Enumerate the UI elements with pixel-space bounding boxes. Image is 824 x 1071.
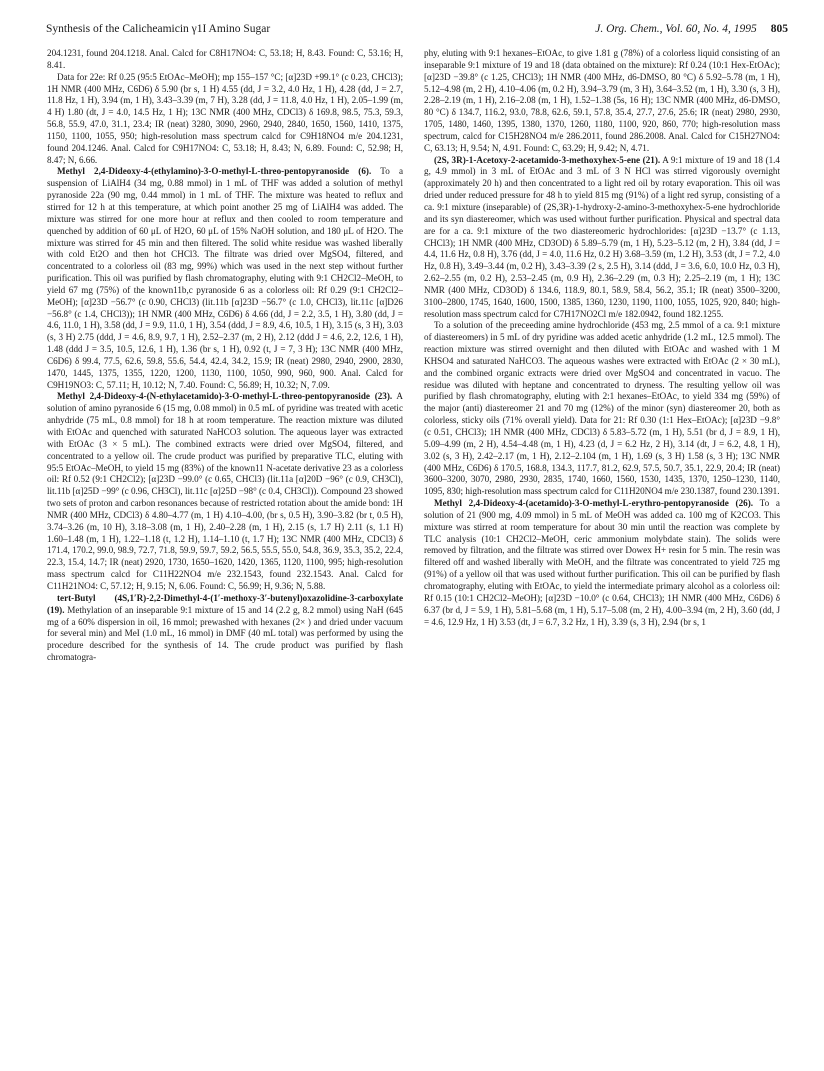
compound-heading: tert-Butyl (4S,1′R)-2,2-Dimethyl-4-(1′-methoxy-3′-butenyl)oxazolidine-3-carboxylate (19). bbox=[47, 592, 403, 615]
paragraph bbox=[47, 593, 403, 664]
page-number: 805 bbox=[770, 23, 788, 35]
journal-citation bbox=[595, 20, 788, 38]
compound-heading: (2S, 3R)-1-Acetoxy-2-acetamido-3-methoxyhex-5-ene (21). bbox=[434, 154, 661, 165]
paragraph bbox=[424, 320, 780, 498]
paragraph bbox=[47, 48, 403, 72]
left-column bbox=[47, 48, 403, 664]
paragraph-text: To a solution of 21 (900 mg, 4.09 mmol) in 5 mL of MeOH was added ca. 100 mg of K2CO3. This mixture was stirred at room temperature for about 30 min until the reaction was complete by TLC analysis (10:1 CH2Cl2–MeOH, ceric ammonium molybdate stain). The solids were removed by filtration, and the filtrate was stirred over Dowex H+ resin for 5 min. The resin was filtered off and washed liberally with MeOH, and the filtrate was concentrated to yield 725 mg (91%) of a yellow oil that was used without further purification. This oil can be purified by flash chromatography, eluting with EtOAc, to yield the intermediate primary alcohol as a colorless oil: Rf 0.15 (10:1 CH2Cl2–MeOH); [α]23D −10.0° (c 0.64, CHCl3); 1H NMR (400 MHz, C6D6) δ 6.37 (br d, J = 5.9, 1 H), 5.81–5.68 (m, 1 H), 5.17–5.08 (m, 2 H), 4.00–3.94 (m, 2 H), 3.60 (dd, J = 4.6, 12.9 Hz, 1 H) 3.53 (dt, J = 6.7, 3.2 Hz, 1 H), 3.39 (s, 3 H), 2.94 (br s, 1 bbox=[424, 498, 780, 627]
paragraph-text: phy, eluting with 9:1 hexanes–EtOAc, to give 1.81 g (78%) of a colorless liquid consisting of an inseparable 9:1 mixture of 19 and 18 (data obtained on the mixture): Rf 0.24 (10:1 Hex-EtOAc); [α]23D −39.8° (c 1.25, CHCl3); 1H NMR (400 MHz, d6-DMSO, 80 °C) δ 5.92–5.78 (m, 1 H), 5.12–4.98 (m, 2 H), 4.10–4.06 (m, 0.2 H), 3.94–3.79 (m, 3 H), 3.64–3.52 (m, 1 H), 3.30 (s, 3 H), 2.28–2.19 (m, 1 H), 2.16–2.08 (m, 1 H), 1.52–1.38 (5s, 16 H); 13C NMR (400 MHz, d6-DMSO, 80 °C) δ 134.7, 116.2, 93.0, 78.8, 62.6, 59.1, 57.8, 35.4, 27.7, 27.6, 25.6; IR (neat) 2980, 2930, 1705, 1480, 1460, 1395, 1380, 1370, 1260, 1180, 1100, 920, 860, 770; high-resolution mass spectrum, calcd for C15H28NO4 m/e 286.2011, found 286.2008. Anal. Calcd for C15H27NO4: C, 63.13; H, 9.54; N, 4.91. Found: C, 63.29; H, 9.42; N, 4.71. bbox=[424, 48, 780, 153]
paragraph-text: A solution of amino pyranoside 6 (15 mg, 0.08 mmol) in 0.5 mL of pyridine was treated with acetic anhydride (75 mL, 0.8 mmol) for 18 h at room temperature. The reaction mixture was diluted with EtOAc and quenched with saturated NaHCO3 solution. The aqueous layer was extracted with EtOAc (3 × 5 mL). The combined extracts were dried over MgSO4, filtered, and concentrated to a yellow oil. The crude product was purified by preparative TLC, eluting with 95:5 EtOAc–MeOH, to yield 15 mg (83%) of the known11 N-acetate derivative 23 as a colorless oil: Rf 0.52 (9:1 CH2Cl2); [α]23D −99.0° (c 0.65, CHCl3) (lit.11a [α]20D −96° (c 0.9, CH3Cl), lit.11b [α]25D −99° (c 0.96, CH3Cl), lit.11c [α]25D −98° (c 0.4, CH3Cl)). Compound 23 showed two sets of proton and carbon resonances because of restricted rotation about the amide bond: 1H NMR (400 MHz, CDCl3) δ 4.80–4.77 (m, 1 H) 4.10–4.00, (br s, 0.5 H), 3.90–3.82 (br t, 0.5 H), 3.74–3.26 (m, 10 H), 3.18–3.08 (m, 1 H), 2.40–2.28 (m, 1 H), 2.15 (s, 1.7 H) 2.11 (s, 1.1 H) 1.60–1.48 (m, 1 H), 1.22–1.18 (t, 1.2 H), 1.14–1.10 (t, 1.7 H); 13C NMR (400 MHz, CDCl3) δ 171.4, 170.2, 99.0, 98.9, 72.7, 71.8, 59.9, 59.7, 59.2, 56.5, 55.5, 55.0, 54.8, 36.9, 35.3, 35.2, 22.4, 22.3, 15.4, 14.7; IR (neat) 2920, 1730, 1650–1620, 1420, 1365, 1120, 1100, 995; high-resolution mass spectrum calcd for C11H22NO4 m/e 232.1543, found 232.1543. Anal. Calcd for C11H21NO4: C, 57.12; H, 9.15; N, 6.06. Found: C, 56.99; H, 9.36; N, 5.88. bbox=[47, 391, 403, 591]
paragraph-text: To a suspension of LiAlH4 (34 mg, 0.88 mmol) in 1 mL of THF was added a solution of methyl pyranoside 22a (90 mg, 0.44 mmol) in 1 mL of THF. The mixture was heated to reflux and stirred for 12 h at this temperature, at which point another 25 mg of LiAlH4 was added. The mixture was stirred for one more hour at reflux and then cooled to room temperature and quenched by addition of 60 μL of H2O, 60 μL of 15% NaOH solution, and 180 μL of H2O. The mixture was stirred for 45 min and then filtered. The solid white residue was washed liberally with cold Et2O and then hot CHCl3. The filtrate was dried over MgSO4, filtered, and concentrated to a colorless oil (83 mg, 99%) which was used in the next step without further purification. This oil was purified by flash chromatography, eluting with 9:1 CH2Cl2–MeOH, to yield 67 mg (75%) of the known11b,c pyranoside 6 as a colorless oil: Rf 0.29 (9:1 CH2Cl2–MeOH); [α]23D −56.7° (c 0.90, CHCl3) (lit.11b [α]23D −56.7° (c 1.0, CHCl3), lit.11c [α]D26 −56.8° (c 1.4, CHCl3)); 1H NMR (400 MHz, C6D6) δ 4.66 (dd, J = 2.2, 3.5, 1 H), 3.80 (dd, J = 4.6, 11.0, 1 H), 3.58 (dd, J = 9.9, 11.0, 1 H), 3.54 (ddd, J = 8.9, 4.6, 10.5, 1 H), 3.15 (s, 3 H), 3.03 (s, 3 H) 2.75 (ddd, J = 4.6, 8.9, 9.7, 1 H), 2.52–2.37 (m, 2 H), 2.12 (ddd J = 4.6, 2.2, 12.6, 1 H), 1.48 (ddd J = 3.5, 10.5, 12.6, 1 H), 1.36 (br s, 1 H), 0.92 (t, J = 7, 3 H); 13C NMR (400 MHz, C6D6) δ 99.4, 77.5, 62.6, 59.8, 55.6, 54.4, 42.4, 34.2, 15.9; IR (neat) 2980, 2940, 2900, 2830, 1470, 1445, 1375, 1355, 1220, 1200, 1130, 1100, 1050, 990, 960, 900. Anal. Calcd for C9H19NO3: C, 57.11; H, 10.12; N, 7.40. Found: C, 56.89; H, 10.32; N, 7.09. bbox=[47, 166, 403, 390]
compound-heading: Methyl 2,4-Dideoxy-4-(acetamido)-3-O-methyl-L-erythro-pentopyranoside (26). bbox=[434, 498, 754, 509]
paragraph-text: Methylation of an inseparable 9:1 mixture of 15 and 14 (2.2 g, 8.2 mmol) using NaH (645 mg of a 60% dispersion in oil, 16 mmol; prewashed with hexanes (2× ) and dried under vacuum for several min) and MeI (1.0 mL, 16 mmol) in DMF (40 mL total) was performed by using the procedure described for the synthesis of 14. The crude product was purified by flash chromatogra- bbox=[47, 604, 403, 663]
paragraph bbox=[47, 391, 403, 592]
paragraph bbox=[47, 72, 403, 167]
compound-heading: Methyl 2,4-Dideoxy-4-(ethylamino)-3-O-methyl-L-threo-pentopyranoside (6). bbox=[57, 166, 372, 177]
page-header bbox=[46, 20, 788, 38]
paragraph-text: A 9:1 mixture of 19 and 18 (1.4 g, 4.9 mmol) in 3 mL of EtOAc and 3 mL of 3 N HCl was stirred vigorously overnight (approximately 20 h) and then concentrated to a light red oil by rotary evaporation. This oil was dried under reduced pressure for 48 h to yield 815 mg (91%) of a light red syrup, consisting of a ca. 9:1 mixture (inseparable) of (2S,3R)-1-hydroxy-2-amino-3-methoxyhex-5-ene hydrochloride and its syn diastereomer, which was used without further purification. Physical and spectral data are for a ca. 9:1 mixture of the two diastereomeric hydrochlorides: [α]23D −13.7° (c 1.13, CHCl3); 1H NMR (400 MHz, CD3OD) δ 5.89–5.79 (m, 1 H), 5.23–5.12 (m, 2 H), 3.84 (dd, J = 4.4, 11.6 Hz, 0.8 H), 3.76 (dd, J = 4.0, 11.6 Hz, 0.2 H) 3.68–3.59 (m, 1.2 H), 3.53 (dt, J = 7.2, 4.0 Hz, 0.8 H), 3.49–3.44 (m, 0.2 H), 3.43–3.39 (2 s, 2.5 H), 3.14 (ddd, J = 3.6, 6.0, 10.0 Hz, 0.3 H), 2.62–2.55 (m, 0.2 H), 2.53–2.45 (m, 0.9 H), 2.36–2.29 (m, 0.3 H); 2.25–2.19 (m, 1 H); 13C NMR (400 MHz, CD3OD) δ 134.6, 118.9, 80.1, 58.9, 58.4, 56.2, 35.1; IR (neat) 3500–3200, 3100–2800, 1745, 1640, 1600, 1500, 1385, 1360, 1230, 1190, 1100, 1055, 1025, 920, 840; high-resolution mass spectrum calcd for C7H17NO2Cl m/e 182.0942, found 182.1255. bbox=[424, 154, 780, 319]
running-title: Synthesis of the Calicheamicin γ1I Amino Sugar bbox=[46, 23, 271, 35]
compound-heading: Methyl 2,4-Dideoxy-4-(N-ethylacetamido)-3-O-methyl-L-threo-pentopyranoside (23). bbox=[57, 391, 393, 402]
paragraph bbox=[424, 498, 780, 628]
paragraph-text: To a solution of the preceeding amine hydrochloride (453 mg, 2.5 mmol of a ca. 9:1 mixture of diastereomers) in 5 mL of dry pyridine was added acetic anhydride (1.2 mL, 12.5 mmol). The reaction mixture was stirred overnight and then diluted with EtOAc and washed with 1 M KHSO4 and saturated NaHCO3. The aqueous washes were extracted with EtOAc (2 × 30 mL), and the combined organic extracts were dried over MgSO4 and concentrated in vacuo. The residue was diluted with heptane and concentrated to dryness. The resulting yellow oil was purified by flash chromatography, eluting with 2:1 hexanes–EtOAc, to yield 334 mg (59%) of the major (anti) diastereomer 21 and 70 mg (12%) of the minor (syn) diastereomer 20, both as colorless, sticky oils (71% overall yield). Data for 21: Rf 0.30 (1:1 Hex–EtOAc); [α]23D −9.8° (c 0.51, CHCl3); 1H NMR (400 MHz, CDCl3) δ 5.83–5.72 (m, 1 H), 5.51 (br d, J = 8.9, 1 H), 5.09–4.99 (m, 2 H), 4.54–4.48 (m, 1 H), 4.23 (d, J = 6.2 Hz, 2 H), 3.14 (dt, J = 6.2, 4.8, 1 H), 3.02 (s, 3 H), 2.42–2.17 (m, 1 H), 2.12–2.104 (m, 1 H), 1.69 (s, 3 H) 1.58 (s, 3 H); 13C NMR (400 MHz, C6D6) δ 170.5, 168.8, 134.3, 117.7, 81.2, 62.9, 57.5, 50.7, 35.1, 22.9, 20.4; IR (neat) 3600–3200, 3070, 2980, 2930, 2835, 1740, 1660, 1560, 1530, 1435, 1370, 1250–1230, 1140, 1095, 830; high-resolution mass spectrum calcd for C11H20NO4 m/e 230.1387, found 230.1391. bbox=[424, 320, 780, 497]
journal-name: J. Org. Chem., Vol. 60, No. 4, 1995 bbox=[595, 23, 757, 35]
paragraph-text: 204.1231, found 204.1218. Anal. Calcd for C8H17NO4: C, 53.18; H, 8.43. Found: C, 53.16; H, 8.41. bbox=[47, 48, 403, 70]
paragraph-text: Data for 22e: Rf 0.25 (95:5 EtOAc–MeOH); mp 155–157 °C; [α]23D +99.1° (c 0.23, CHCl3); 1H NMR (400 MHz, C6D6) δ 5.90 (br s, 1 H) 4.55 (dd, J = 3.2, 4.0 Hz, 1 H), 4.28 (dd, J = 2.7, 11.8 Hz, 1 H), 3.94 (m, 1 H), 3.43–3.39 (m, 7 H), 3.28 (dd, J = 11.8, 4.0 Hz, 1 H), 2.05–1.99 (m, 4 H) 1.80 (dt, J = 4.0, 14.5 Hz, 1 H); 13C NMR (400 MHz, CDCl3) δ 169.8, 98.5, 75.3, 59.3, 56.8, 55.9, 47.0, 31.1, 23.4; IR (neat) 3280, 3090, 2960, 2940, 2840, 1650, 1560, 1410, 1375, 1150, 1100, 1055, 950; high-resolution mass spectrum calcd for C9H18NO4 m/e 204.1231, found 204.1246. Anal. Calcd for C9H17NO4: C, 53.18; H, 8.43; N, 6.89. Found: C, 52.98; H, 8.47; N, 6.66. bbox=[47, 71, 403, 165]
paragraph bbox=[424, 155, 780, 321]
right-column bbox=[424, 48, 780, 628]
paragraph bbox=[424, 48, 780, 155]
paragraph bbox=[47, 166, 403, 391]
